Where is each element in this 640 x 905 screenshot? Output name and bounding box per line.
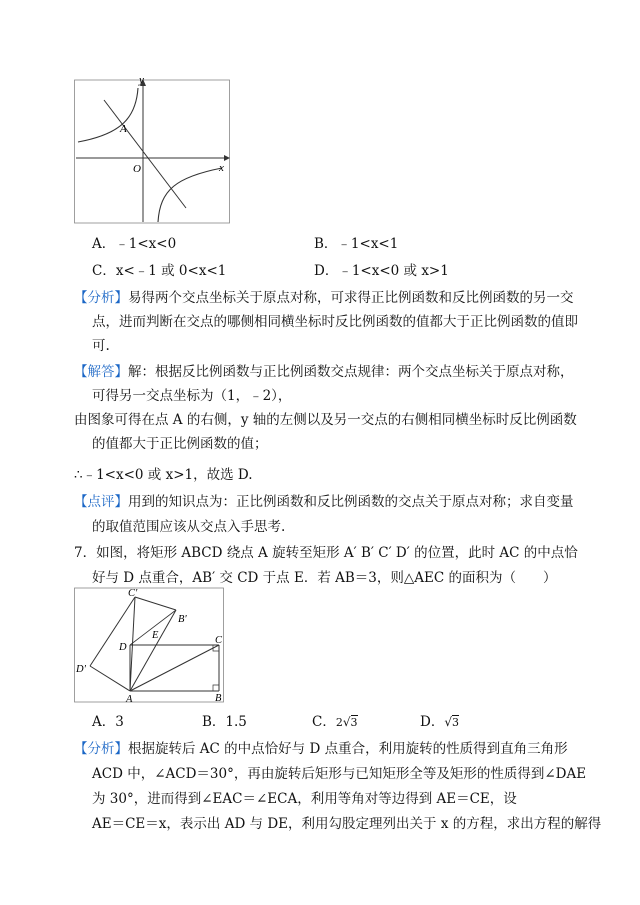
solution-1-text: 解：根据反比例函数与正比例函数交点规律：两个交点坐标关于原点对称， [128, 364, 574, 380]
label-b-prime: B' [178, 614, 187, 625]
q7-option-c [312, 710, 358, 730]
q6-option-c: C．x<﹣1 或 0<x<1 [92, 263, 227, 279]
segment-d-prime-a [90, 666, 130, 691]
hyperbola-branch-right [158, 168, 222, 222]
rotated-rectangle-figure [74, 586, 234, 704]
comment-1-line-2: 的取值范围应该从交点入手思考. [92, 519, 286, 535]
comment-1-line-1 [74, 490, 574, 510]
comment-1-text: 用到的知识点为：正比例函数和反比例函数的交点关于原点对称；求自变量 [128, 494, 574, 510]
analysis-1-text: 易得两个交点坐标关于原点对称，可求得正比例函数和反比例函数的另一交 [128, 290, 574, 306]
right-angle-mark-b [213, 685, 219, 691]
linear-function-line [104, 100, 186, 208]
question-7-line-2: 好与 D 点重合，AB′ 交 CD 于点 E．若 AB＝3，则△AEC 的面积为（ ） [92, 570, 557, 586]
label-d-prime: D' [76, 664, 86, 675]
segment-b-prime-c-prime [135, 597, 176, 610]
solution-1-line-2: 可得另一交点坐标为（1，﹣2）， [92, 388, 292, 404]
analysis-2-line-4: AE＝CE＝x，表示出 AD 与 DE，利用勾股定理列出关于 x 的方程，求出方程的解得 [92, 816, 602, 832]
q7-option-d [420, 710, 459, 730]
analysis-2-line-3: 为 30°，进而得到∠EAC＝∠ECA，利用等角对等边得到 AE＝CE，设 [92, 791, 517, 807]
q7-option-c-prefix: C． [312, 714, 336, 730]
q7-option-c-radicand: 3 [350, 716, 358, 729]
analysis-2-text: 根据旋转后 AC 的中点恰好与 D 点重合，利用旋转的性质得到直角三角形 [128, 741, 568, 757]
label-c-prime: C' [128, 588, 138, 599]
analysis-2-line-1 [74, 737, 568, 757]
label-b: B [215, 693, 222, 704]
radical-sign-icon: √ [342, 715, 351, 729]
figure-frame [75, 80, 230, 223]
analysis-2-line-2: ACD 中，∠ACD＝30°，再由旋转后矩形与已知矩形全等及矩形的性质得到∠DAE [92, 766, 587, 782]
question-7-line-1: 7．如图，将矩形 ABCD 绕点 A 旋转至矩形 A′ B′ C′ D′ 的位置，此时 AC 的中点恰 [74, 545, 578, 561]
analysis-1-line-1 [74, 286, 574, 306]
origin-label: O [133, 163, 141, 175]
q6-option-b: B．﹣1<x<1 [314, 236, 399, 252]
solution-tag: 【解答】 [74, 364, 128, 380]
q6-option-d: D．﹣1<x<0 或 x>1 [314, 263, 449, 279]
solution-1-line-3: 由图象可得在点 A 的右侧，y 轴的左侧以及另一交点的右侧相同横坐标时反比例函数 [74, 412, 577, 428]
x-axis-label: x [219, 162, 224, 174]
label-d: D [119, 642, 127, 653]
analysis-1-line-3: 可. [92, 338, 110, 354]
label-c: C [215, 635, 223, 646]
label-a: A [126, 694, 133, 704]
solution-1-line-4: 的值都大于正比例函数的值； [92, 436, 268, 452]
y-axis-label: y [139, 74, 144, 86]
solution-1-line-1 [74, 360, 574, 380]
label-e: E [152, 630, 159, 641]
q7-option-c-coef: 2 [335, 716, 343, 729]
q6-option-a: A．﹣1<x<0 [92, 236, 177, 252]
hyperbola-branch-left [78, 88, 138, 142]
analysis-tag: 【分析】 [74, 741, 128, 757]
comment-tag: 【点评】 [74, 494, 128, 510]
q7-option-a: A．3 [92, 714, 124, 730]
function-graph-figure [74, 72, 234, 224]
q7-option-b: B．1.5 [202, 714, 247, 730]
point-a-label: A [120, 123, 127, 135]
solution-1-line-5: ∴﹣1<x<0 或 x>1，故选 D. [74, 467, 253, 483]
q7-option-d-prefix: D． [420, 714, 445, 730]
q7-option-d-radicand: 3 [451, 716, 459, 729]
analysis-1-line-2: 点，进而判断在交点的哪侧相同横坐标时反比例函数的值都大于正比例函数的值即 [92, 314, 578, 330]
radical-sign-icon: √ [444, 715, 452, 729]
analysis-tag: 【分析】 [74, 290, 128, 306]
segment-c-prime-d-prime [90, 597, 135, 666]
